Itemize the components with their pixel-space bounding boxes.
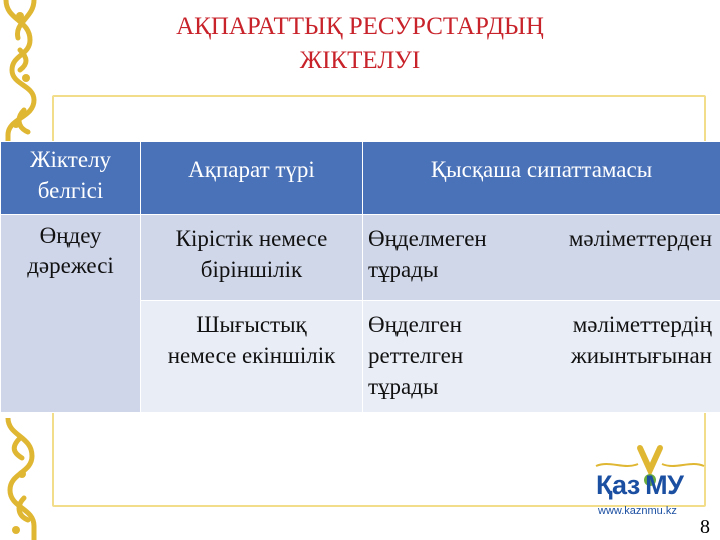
info-type-primary xyxy=(141,215,363,301)
row-label-line1: Өңдеу xyxy=(39,223,102,248)
classification-table xyxy=(0,141,720,413)
logo-url[interactable]: www.kaznmu.kz xyxy=(598,505,677,517)
description-primary-line2: тұрады xyxy=(368,257,439,282)
info-type-primary-line2: біріншілік xyxy=(200,257,303,282)
info-type-secondary-line1: Шығыстық xyxy=(196,312,307,337)
ornament-top xyxy=(0,0,46,150)
description-secondary-word3: реттелген xyxy=(368,343,464,368)
info-type-secondary xyxy=(141,301,363,413)
description-primary-word1: Өңделмеген xyxy=(368,226,487,251)
logo-wordmark xyxy=(596,470,683,501)
slide-title xyxy=(100,10,620,78)
description-secondary-word4: жиынтығынан xyxy=(570,343,712,368)
description-secondary xyxy=(363,301,720,413)
header-criterion xyxy=(1,142,141,215)
info-type-secondary-line2: немесе екіншілік xyxy=(167,343,336,368)
header-description: Қысқаша сипаттамасы xyxy=(363,142,720,215)
description-secondary-line2 xyxy=(368,340,712,371)
description-primary-line1 xyxy=(368,223,712,254)
header-info-type: Ақпарат түрі xyxy=(141,142,363,215)
table-header-row xyxy=(1,142,720,215)
logo-wordmark-part1: Қаз xyxy=(596,470,640,500)
slide-title-line2: ЖІКТЕЛУІ xyxy=(299,47,421,74)
logo-wordmark-part2: МУ xyxy=(645,470,684,500)
table-row xyxy=(1,215,720,301)
description-secondary-word1: Өңделген xyxy=(368,312,462,337)
ornament-bottom xyxy=(0,418,46,540)
header-criterion-line1: Жіктелу xyxy=(29,147,112,172)
description-secondary-line1 xyxy=(368,309,712,340)
header-criterion-line2: белгісі xyxy=(37,178,104,203)
page-number: 8 xyxy=(700,516,710,538)
row-label xyxy=(1,215,141,413)
info-type-primary-line1: Кірістік немесе xyxy=(175,226,328,251)
slide-title-line1: АҚПАРАТТЫҚ РЕСУРСТАРДЫҢ xyxy=(176,13,544,40)
description-primary xyxy=(363,215,720,301)
description-primary-word2: мәліметтерден xyxy=(568,226,712,251)
description-secondary-line3: тұрады xyxy=(368,374,439,399)
description-secondary-word2: мәліметтердің xyxy=(572,312,712,337)
row-label-line2: дәрежесі xyxy=(27,253,114,278)
